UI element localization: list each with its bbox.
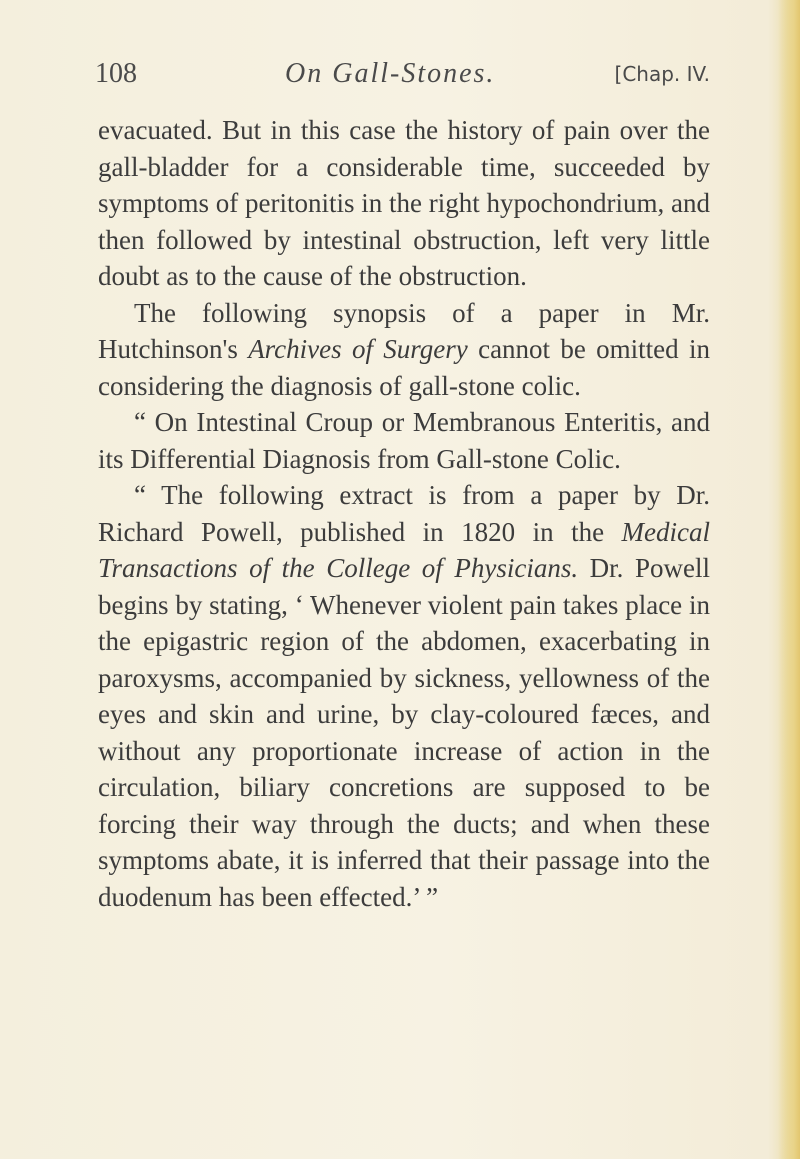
paragraph-1: evacuated. But in this case the history of pain over the gall-bladder for a considerable time, succeeded by symptoms of peritonitis in the right hypochondrium, and then followed by intestinal obstruction, left very little doubt as to the cause of the obstruction. xyxy=(98,115,710,291)
paragraph-3-heading: “ On Intestinal Croup or Membranous Enteritis, and its Differential Diagnosis from Gall-stone Colic. xyxy=(98,407,710,474)
paragraph-2-text-end: cannot be omitted in considering the diagnosis of gall-stone colic. xyxy=(98,334,710,401)
journal-title-medical-transactions: Medical Transactions of the College of Physicians. xyxy=(98,516,710,583)
paragraph-2-text-start: The following synopsis of a paper in Mr. Hutchinson's xyxy=(98,297,710,364)
paragraph-2 xyxy=(98,295,710,405)
paragraph-4-text-start: “ The following extract is from a paper by Dr. Richard Powell, published in 1820 in the xyxy=(98,480,710,547)
page-number: 108 xyxy=(95,58,137,89)
body-text xyxy=(98,112,710,915)
paragraph-4-text-end: Dr. Powell begins by stating, ‘ Whenever violent pain takes place in the epigastric region of the abdomen, exacerbating in paroxysms, accompanied by sickness, yellowness of the eyes and skin and urine, by clay-coloured fæces, and without any proportionate increase of action in the circulation, biliary concretions are supposed to be forcing their way through the ducts; and when these symptoms abate, it is inferred that their passage into the duodenum has been effected.’ ” xyxy=(98,553,710,912)
paragraph-4 xyxy=(98,477,710,915)
page-edge xyxy=(778,0,800,1159)
page-header xyxy=(95,58,710,98)
journal-title-archives-of-surgery: Archives of Surgery xyxy=(248,334,468,364)
chapter-reference: [Chap. IV. xyxy=(614,62,710,86)
running-title: On Gall-Stones. xyxy=(285,58,496,89)
